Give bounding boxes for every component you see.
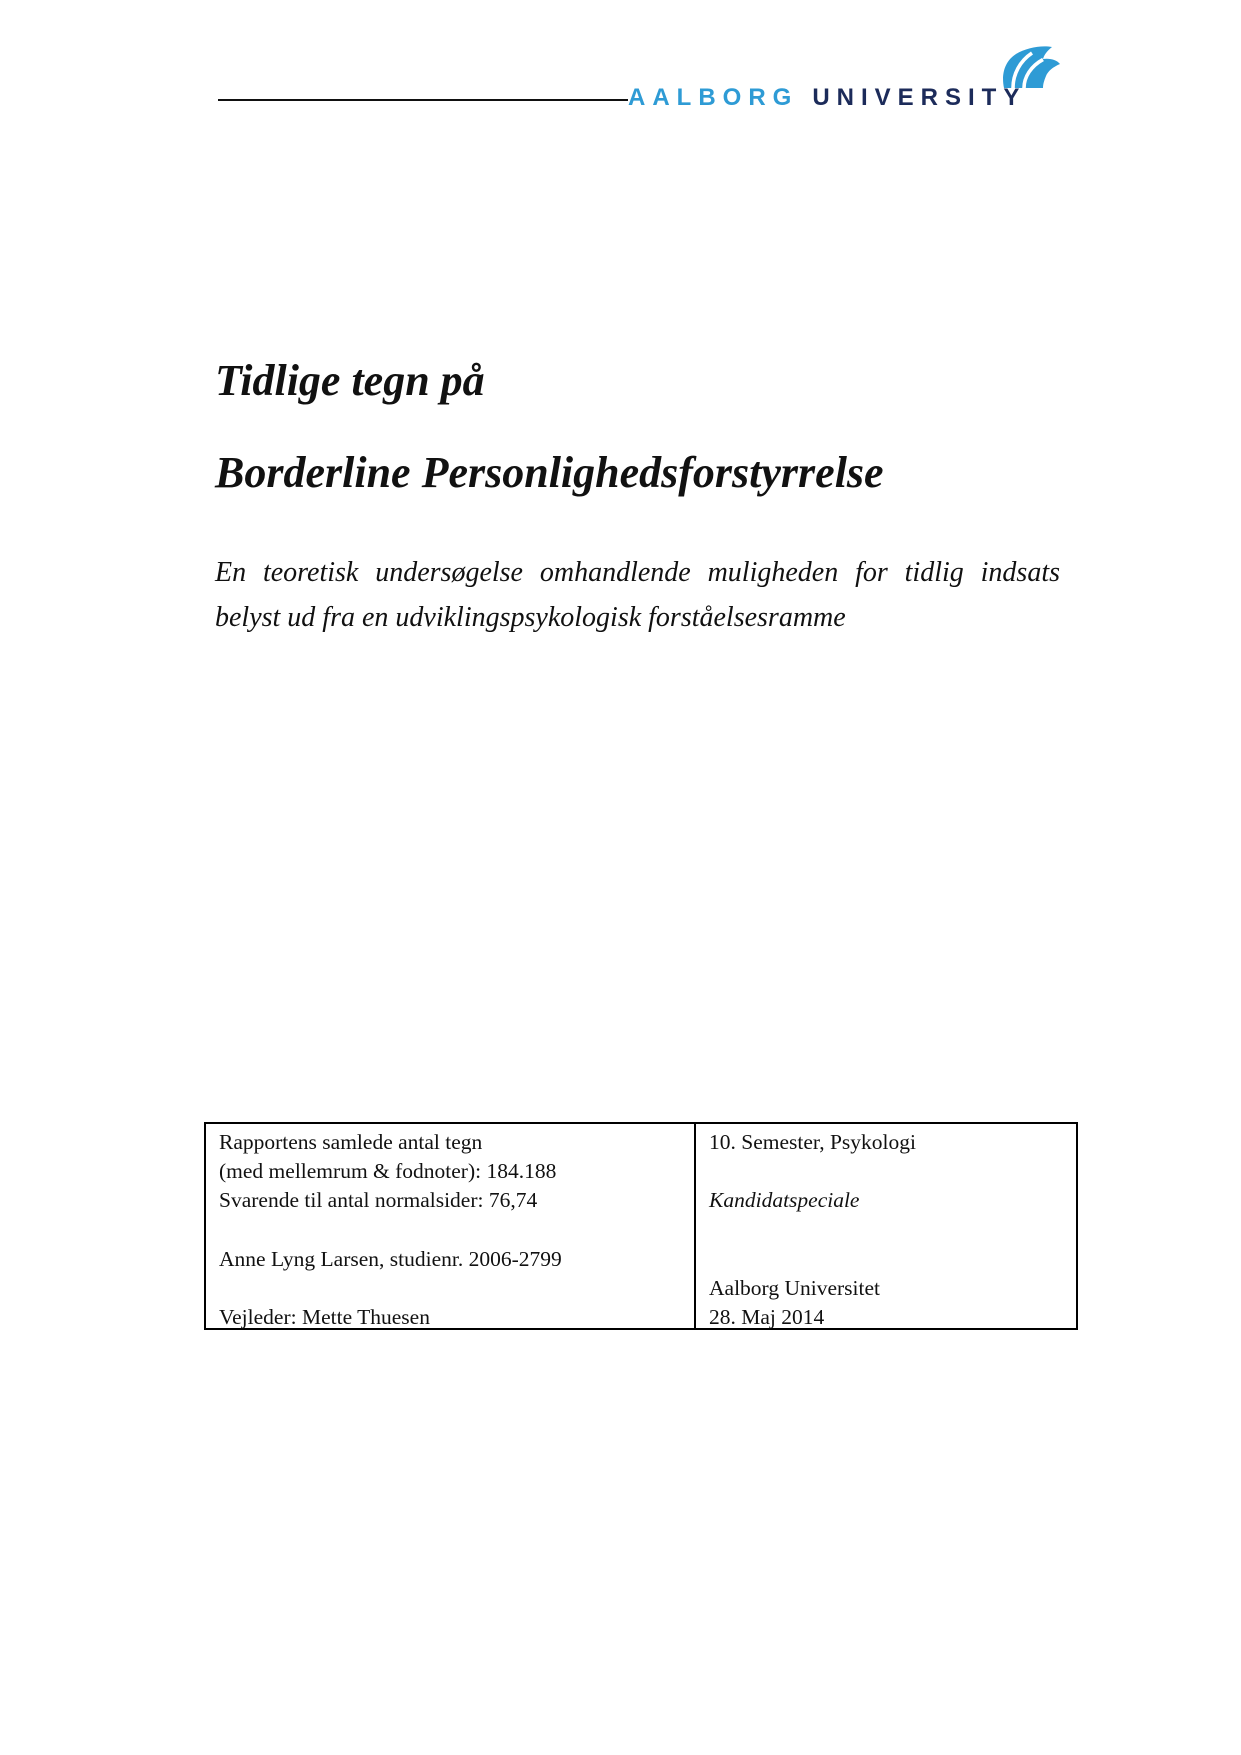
date-line: 28. Maj 2014 <box>709 1305 825 1330</box>
blank-line <box>219 1274 684 1303</box>
supervisor-line: Vejleder: Mette Thuesen <box>219 1305 430 1330</box>
subtitle-line-2: belyst ud fra en udviklingspsykologisk forståelsesramme <box>215 602 846 633</box>
institution-line: Aalborg Universitet <box>709 1275 880 1300</box>
page-title-line-2: Borderline Personlighedsforstyrrelse <box>215 448 884 497</box>
thesis-type-line: Kandidatspeciale <box>709 1188 860 1213</box>
page-title-line-1: Tidlige tegn på <box>215 356 485 405</box>
blank-line <box>709 1157 1066 1186</box>
university-wordmark <box>628 86 1026 110</box>
aau-stream-icon <box>996 46 1063 88</box>
blank-line <box>709 1216 1066 1245</box>
normal-pages-line: Svarende til antal normalsider: 76,74 <box>219 1188 538 1213</box>
wordmark-aalborg: AALBORG <box>628 84 799 111</box>
wordmark-university: UNIVERSITY <box>812 84 1027 111</box>
blank-line <box>709 1245 1066 1274</box>
info-table-right-cell <box>694 1124 1076 1328</box>
author-line: Anne Lyng Larsen, studienr. 2006-2799 <box>219 1246 562 1271</box>
blank-line <box>219 1216 684 1245</box>
semester-line: 10. Semester, Psykologi <box>709 1130 916 1154</box>
info-table-left-cell <box>206 1124 694 1328</box>
header-rule <box>218 99 628 101</box>
info-table <box>204 1122 1078 1330</box>
subtitle-line-1: En teoretisk undersøgelse omhandlende muligheden for tidlig indsats <box>215 557 1060 588</box>
report-char-count-value: (med mellemrum & fodnoter): 184.188 <box>219 1159 557 1184</box>
report-char-count-label: Rapportens samlede antal tegn <box>219 1130 483 1154</box>
